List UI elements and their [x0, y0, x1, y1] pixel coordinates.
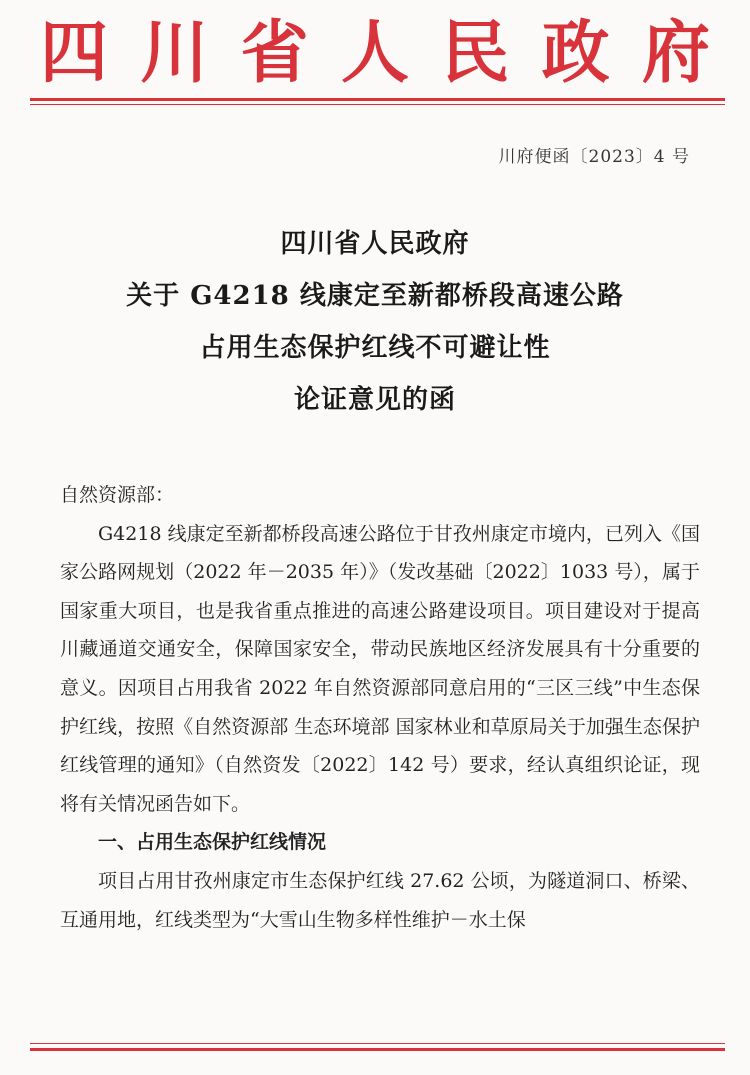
masthead-title — [40, 14, 710, 94]
salutation: 自然资源部： — [60, 484, 175, 506]
red-rule-top-thick — [30, 98, 725, 101]
paragraph-2: 项目占用甘孜州康定市生态保护红线 27.62 公顷，为隧道洞口、桥梁、互通用地，红线类型为“大雪山生物多样性维护－水土保 — [60, 869, 700, 931]
masthead-char: 川 — [140, 14, 209, 93]
title-line-3: 占用生态保护红线不可避让性 — [199, 333, 551, 363]
title-line-2: 关于 G4218 线康定至新都桥段高速公路 — [126, 281, 624, 311]
red-rule-bottom-thin — [30, 1043, 725, 1044]
masthead-char: 民 — [441, 14, 510, 93]
masthead-char: 政 — [541, 14, 610, 93]
title-line-4: 论证意见的函 — [293, 385, 456, 415]
masthead-char: 四 — [40, 14, 109, 93]
masthead-char: 人 — [340, 14, 409, 93]
section-heading-1: 一、占用生态保护红线情况 — [98, 831, 327, 854]
document-body — [60, 476, 700, 939]
red-rule-bottom-thick — [30, 1048, 725, 1051]
document-title — [0, 218, 750, 426]
masthead-char: 省 — [240, 14, 309, 93]
red-rule-top-thin — [30, 104, 725, 105]
title-line-1: 四川省人民政府 — [280, 229, 470, 259]
masthead-char: 府 — [641, 14, 710, 93]
paragraph-1: G4218 线康定至新都桥段高速公路位于甘孜州康定市境内，已列入《国家公路网规划（2022 年－2035 年）》（发改基础〔2022〕1033 号），属于国家重大项目，也是我省重点推进的高速公路建设项目。项目建设对于提高川藏通道交通安全，保障国家安全，带动民族地区经济发展具有十分重要的意义。因项目占用我省 2022 年自然资源部同意启用的“三区三线”中生态保护红线，按照《自然资源部 生态环境部 国家林业和草原局关于加强生态保护红线管理的通知》（自然资发〔2022〕142 号）要求，经认真组织论证，现将有关情况函告如下。 — [60, 522, 700, 815]
document-number: 川府便函〔2023〕4 号 — [498, 147, 690, 167]
